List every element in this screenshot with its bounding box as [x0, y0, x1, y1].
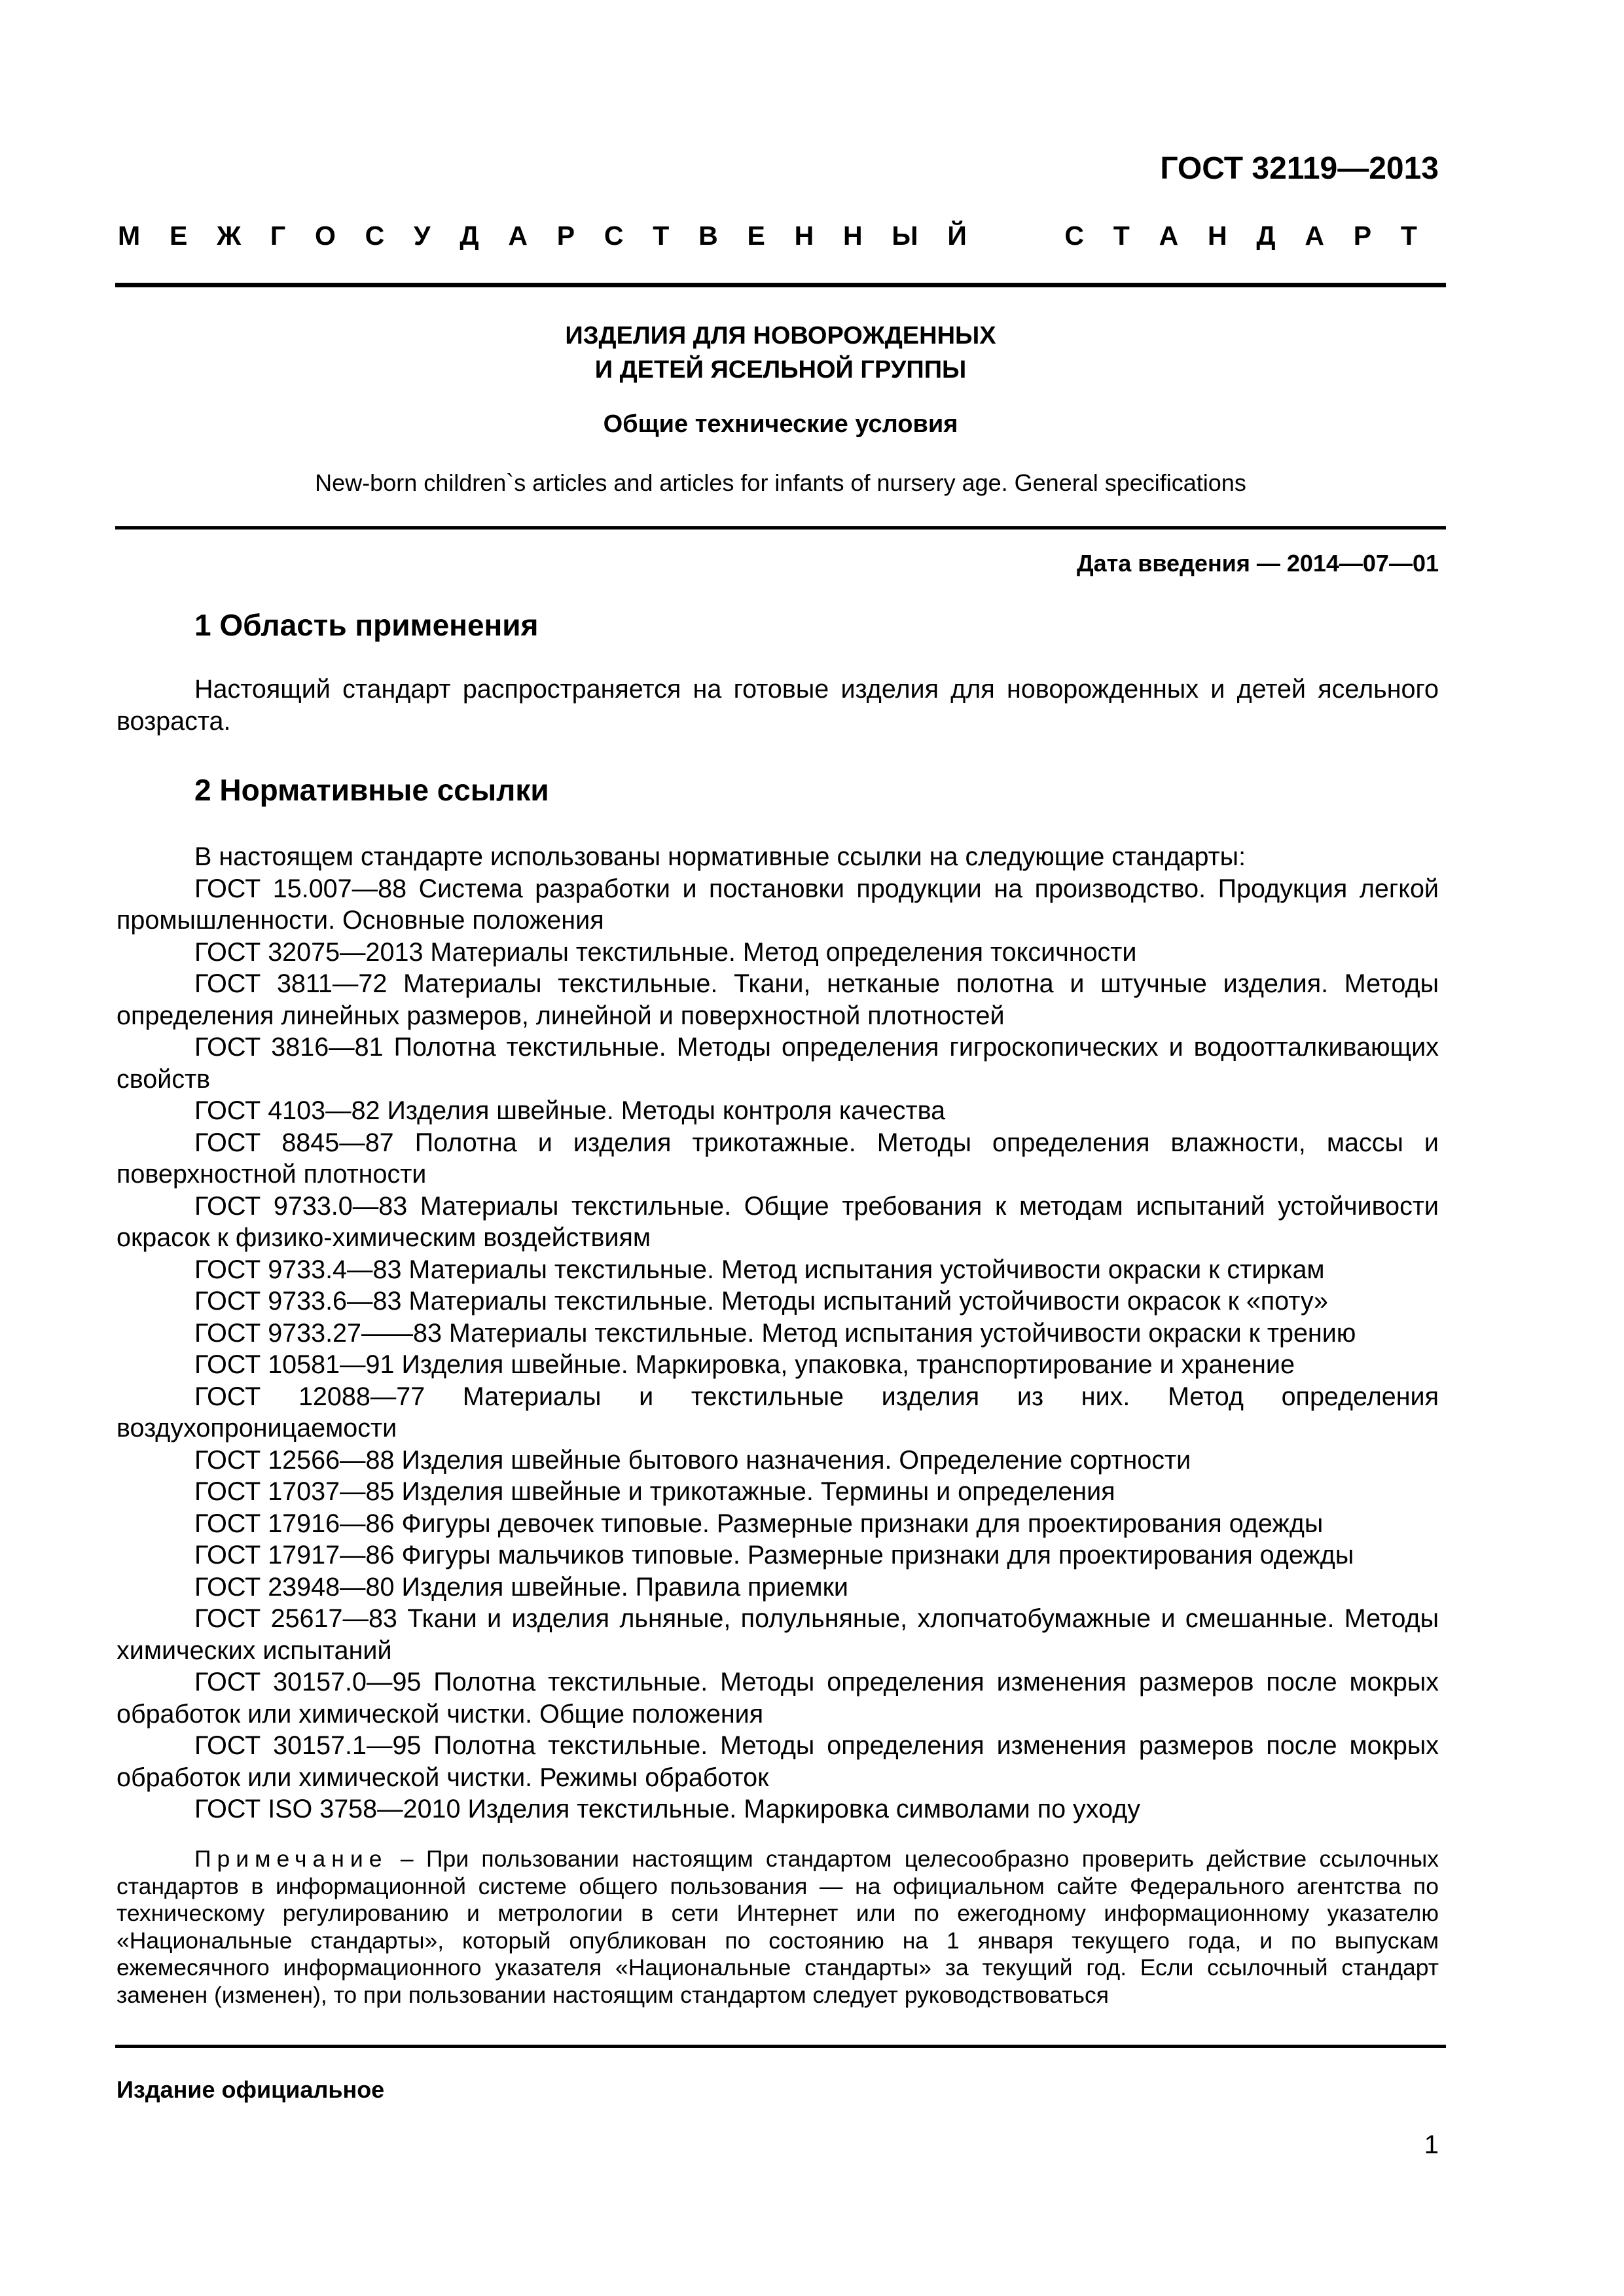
- reference-item: ГОСТ 17917—86 Фигуры мальчиков типовые. Размерные признаки для проектирования одежды: [194, 1541, 1354, 1570]
- reference-item: ГОСТ 17916—86 Фигуры девочек типовые. Размерные признаки для проектирования одежды: [194, 1509, 1324, 1538]
- official-edition-label: Издание официальное: [117, 2076, 385, 2103]
- banner-letter: Т: [1400, 221, 1417, 251]
- banner-letter: Н: [1207, 221, 1227, 251]
- banner-letter: Д: [1256, 221, 1276, 251]
- banner-letter: А: [1305, 221, 1324, 251]
- reference-item: ГОСТ 4103—82 Изделия швейные. Методы контроля качества: [194, 1096, 946, 1125]
- banner-letter: Н: [843, 221, 863, 251]
- banner-letter: Г: [270, 221, 286, 251]
- section-1-body: [117, 673, 1439, 737]
- banner-letter: Р: [1353, 221, 1372, 251]
- reference-item: ГОСТ 15.007—88 Система разработки и постановки продукции на производство. Продукция легкой промышленности. Основные положения: [117, 874, 1439, 935]
- banner-gap: [996, 221, 1036, 251]
- note-text: – При пользовании настоящим стандартом целесообразно проверить действие ссылочных стандартов в информационной системе общего пользования — на официальном сайте Федерального агентства по техническому регулированию и метрологии в сети Интернет или по ежегодному информационному указателю «Национальные стандарты», который опубликован по состоянию на 1 января текущего года, и по выпускам ежемесячного информационного указателя «Национальные стандарты» за текущий год. Если ссылочный стандарт заменен (изменен), то при пользовании настоящим стандартом следует руководствоваться: [117, 1846, 1439, 2008]
- section-2-heading: 2 Нормативные ссылки: [194, 773, 549, 807]
- reference-item: ГОСТ 9733.0—83 Материалы текстильные. Общие требования к методам испытаний устойчивости окрасок к физико-химическим воздействиям: [117, 1191, 1439, 1252]
- reference-item: ГОСТ 9733.4—83 Материалы текстильные. Метод испытания устойчивости окраски к стиркам: [194, 1255, 1325, 1284]
- banner-letter: В: [698, 221, 718, 251]
- section-2-body: [117, 841, 1439, 1825]
- reference-item: ГОСТ 8845—87 Полотна и изделия трикотажные. Методы определения влажности, массы и поверхностной плотности: [117, 1128, 1439, 1189]
- banner-letter: Ж: [217, 221, 242, 251]
- banner-letter: У: [414, 221, 431, 251]
- banner-letter: М: [118, 221, 141, 251]
- title-line-2: И ДЕТЕЙ ЯСЕЛЬНОЙ ГРУППЫ: [594, 356, 967, 384]
- banner-letter: Е: [747, 221, 765, 251]
- note-paragraph: [117, 1846, 1439, 2009]
- title-divider: [115, 526, 1446, 529]
- banner-letter: С: [365, 221, 385, 251]
- reference-item: ГОСТ 32075—2013 Материалы текстильные. Метод определения токсичности: [194, 937, 1137, 967]
- reference-item: ГОСТ 10581—91 Изделия швейные. Маркировка, упаковка, транспортирование и хранение: [194, 1350, 1295, 1379]
- reference-item: ГОСТ 3816—81 Полотна текстильные. Методы определения гигроскопических и водоотталкивающих свойств: [117, 1033, 1439, 1094]
- reference-item: ГОСТ 9733.6—83 Материалы текстильные. Методы испытаний устойчивости окрасок к «поту»: [194, 1287, 1328, 1316]
- reference-item: ГОСТ 12088—77 Материалы и текстильные изделия из них. Метод определения воздухопроницаемости: [117, 1382, 1439, 1443]
- banner-letter: С: [1064, 221, 1084, 251]
- reference-item: ГОСТ ISO 3758—2010 Изделия текстильные. Маркировка символами по уходу: [194, 1795, 1141, 1823]
- title-line-1: ИЗДЕЛИЯ ДЛЯ НОВОРОЖДЕННЫХ: [565, 322, 996, 350]
- reference-item: ГОСТ 23948—80 Изделия швейные. Правила приемки: [194, 1572, 848, 1602]
- footer-divider: [115, 2045, 1446, 2048]
- reference-item: ГОСТ 12566—88 Изделия швейные бытового назначения. Определение сортности: [194, 1445, 1191, 1475]
- section-2-lead: В настоящем стандарте использованы нормативные ссылки на следующие стандарты:: [194, 842, 1246, 871]
- reference-item: ГОСТ 25617—83 Ткани и изделия льняные, полульняные, хлопчатобумажные и смешанные. Методы химических испытаний: [117, 1604, 1439, 1665]
- banner-letter: Д: [460, 221, 479, 251]
- header-divider: [115, 283, 1446, 287]
- banner-letter: Е: [169, 221, 188, 251]
- banner-letter: Н: [794, 221, 814, 251]
- reference-item: ГОСТ 30157.0—95 Полотна текстильные. Методы определения изменения размеров после мокрых обработок или химической чистки. Общие положения: [117, 1668, 1439, 1729]
- banner-letter: С: [604, 221, 624, 251]
- banner-letter: О: [314, 221, 336, 251]
- reference-item: ГОСТ 3811—72 Материалы текстильные. Ткани, нетканые полотна и штучные изделия. Методы определения линейных размеров, линейной и поверхностной плотностей: [117, 969, 1439, 1030]
- introduction-date: Дата введения — 2014—07—01: [1076, 550, 1439, 577]
- document-subtitle: Общие технические условия: [603, 410, 958, 438]
- document-number: ГОСТ 32119—2013: [1160, 151, 1439, 186]
- banner-letter: Т: [653, 221, 670, 251]
- banner-letter: Р: [556, 221, 575, 251]
- section-1-heading: 1 Область применения: [194, 608, 539, 642]
- reference-item: ГОСТ 17037—85 Изделия швейные и трикотажные. Термины и определения: [194, 1477, 1115, 1506]
- banner-letter: Й: [947, 221, 967, 251]
- document-title: [115, 319, 1446, 387]
- english-title: New-born children`s articles and articles for infants of nursery age. General specifications: [315, 469, 1246, 496]
- banner-letter: Ы: [892, 221, 918, 251]
- banner-letter: Т: [1113, 221, 1130, 251]
- banner-letter: А: [508, 221, 528, 251]
- reference-item: ГОСТ 30157.1—95 Полотна текстильные. Методы определения изменения размеров после мокрых обработок или химической чистки. Режимы обработок: [117, 1731, 1439, 1792]
- reference-item: ГОСТ 9733.27——83 Материалы текстильные. Метод испытания устойчивости окраски к трению: [194, 1318, 1356, 1348]
- interstate-standard-banner: [118, 221, 1417, 251]
- page-number: 1: [1424, 2130, 1439, 2159]
- section-1-text: Настоящий стандарт распространяется на готовые изделия для новорожденных и детей ясельного возраста.: [117, 675, 1439, 736]
- banner-letter: А: [1159, 221, 1179, 251]
- note-label: Примечание: [194, 1846, 388, 1872]
